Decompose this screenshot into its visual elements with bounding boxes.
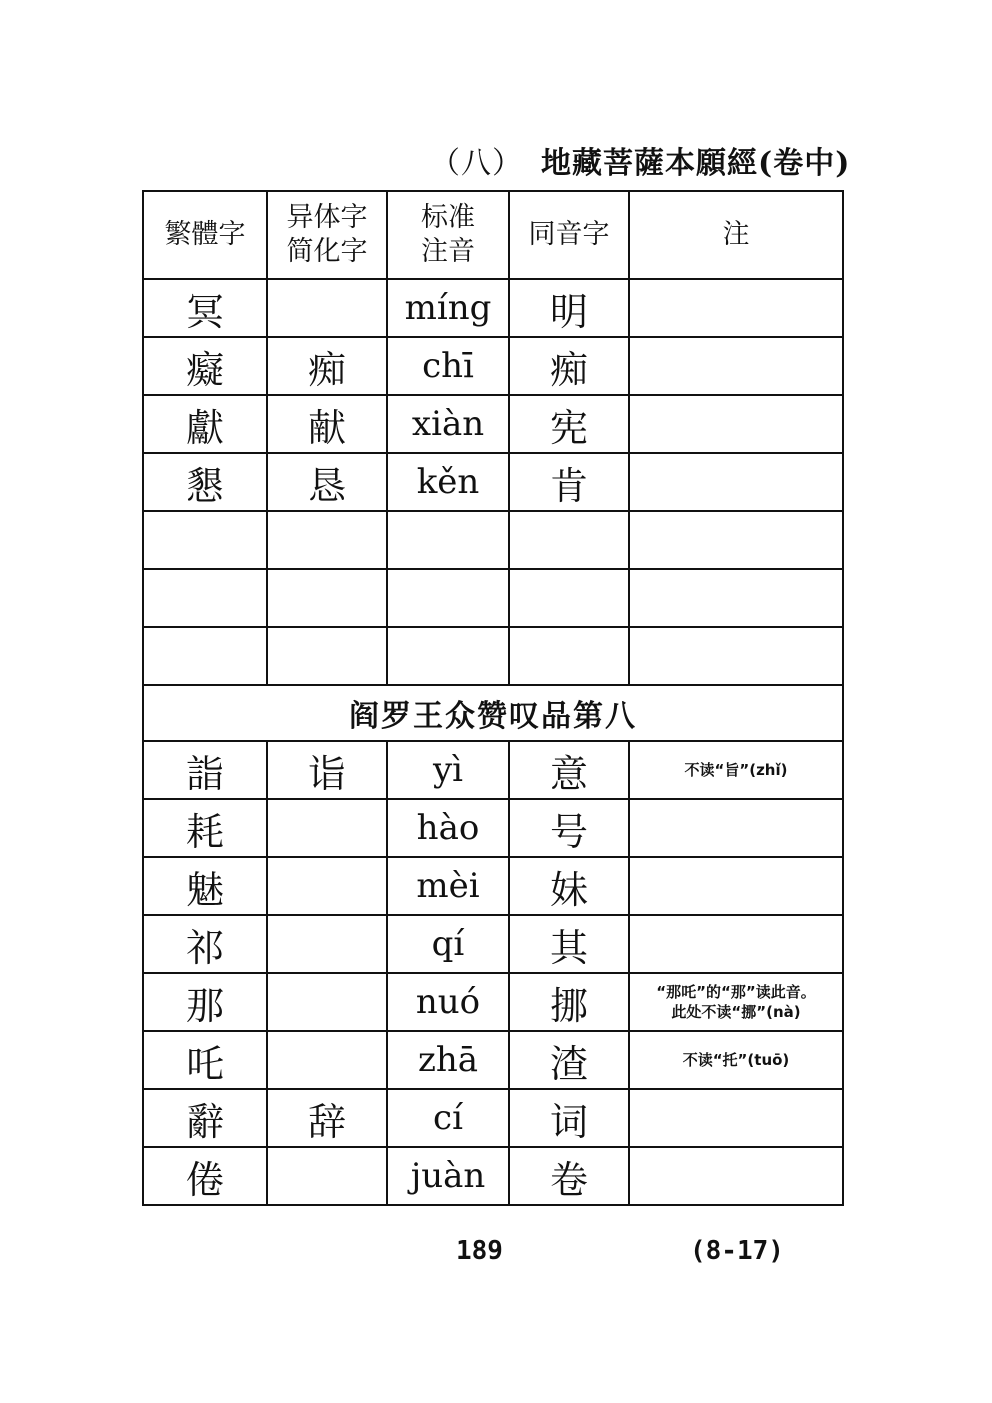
cell-variant-simplified: 诣 [267,741,387,799]
cell-variant-simplified [267,627,387,685]
table-row [143,857,843,915]
table-row [143,511,843,569]
cell-homophone: 宪 [509,395,629,453]
cell-homophone: 词 [509,1089,629,1147]
table-row [143,395,843,453]
cell-pinyin [387,511,509,569]
cell-note [629,337,843,395]
cell-note: “那吒”的“那”读此音。 此处不读“挪”(nà) [629,973,843,1031]
cell-pinyin: nuó [387,973,509,1031]
cell-note [629,279,843,337]
character-table [142,190,844,1206]
cell-traditional: 祁 [143,915,267,973]
cell-traditional: 癡 [143,337,267,395]
cell-variant-simplified [267,915,387,973]
cell-variant-simplified [267,1031,387,1089]
table-row [143,1147,843,1205]
cell-variant-simplified [267,973,387,1031]
cell-traditional: 冥 [143,279,267,337]
cell-variant-simplified: 献 [267,395,387,453]
table-header-row [143,191,843,279]
cell-traditional [143,511,267,569]
cell-homophone: 妹 [509,857,629,915]
cell-note [629,569,843,627]
cell-pinyin: chī [387,337,509,395]
cell-pinyin: kěn [387,453,509,511]
cell-pinyin: juàn [387,1147,509,1205]
table-row [143,915,843,973]
cell-variant-simplified: 痴 [267,337,387,395]
cell-traditional: 魅 [143,857,267,915]
cell-pinyin [387,569,509,627]
cell-traditional: 吒 [143,1031,267,1089]
cell-variant-simplified [267,857,387,915]
cell-note [629,453,843,511]
cell-traditional [143,627,267,685]
cell-variant-simplified [267,1147,387,1205]
cell-traditional: 耗 [143,799,267,857]
table-row [143,741,843,799]
cell-variant-simplified: 辞 [267,1089,387,1147]
col-header-note: 注 [629,191,843,279]
page-header [430,138,850,182]
cell-note: 不读“旨”(zhǐ) [629,741,843,799]
cell-traditional: 辭 [143,1089,267,1147]
cell-variant-simplified: 恳 [267,453,387,511]
cell-pinyin: míng [387,279,509,337]
cell-homophone: 渣 [509,1031,629,1089]
cell-variant-simplified [267,279,387,337]
cell-homophone [509,627,629,685]
table-row [143,569,843,627]
cell-homophone: 肯 [509,453,629,511]
cell-note [629,627,843,685]
cell-note [629,1147,843,1205]
cell-traditional: 懇 [143,453,267,511]
table-row [143,627,843,685]
cell-pinyin: qí [387,915,509,973]
table-row [143,1031,843,1089]
cell-homophone [509,511,629,569]
cell-variant-simplified [267,569,387,627]
table-row [143,973,843,1031]
cell-variant-simplified [267,799,387,857]
cell-note [629,915,843,973]
cell-homophone [509,569,629,627]
cell-note [629,395,843,453]
cell-homophone: 挪 [509,973,629,1031]
table-row [143,453,843,511]
cell-traditional: 詣 [143,741,267,799]
page-number: 189 [456,1236,503,1266]
cell-traditional [143,569,267,627]
cell-note: 不读“托”(tuō) [629,1031,843,1089]
cell-pinyin [387,627,509,685]
chapter-title: 阎罗王众赞叹品第八 [143,685,843,741]
cell-traditional: 倦 [143,1147,267,1205]
cell-pinyin: cí [387,1089,509,1147]
cell-pinyin: zhā [387,1031,509,1089]
cell-homophone: 号 [509,799,629,857]
table-row [143,279,843,337]
cell-note [629,799,843,857]
cell-homophone: 意 [509,741,629,799]
col-header-homophone: 同音字 [509,191,629,279]
cell-pinyin: mèi [387,857,509,915]
col-header-traditional: 繁體字 [143,191,267,279]
section-number: （八） [430,146,523,181]
table-row [143,337,843,395]
col-header-pinyin: 标准 注音 [387,191,509,279]
cell-pinyin: xiàn [387,395,509,453]
cell-pinyin: hào [387,799,509,857]
cell-note [629,1089,843,1147]
cell-homophone: 痴 [509,337,629,395]
cell-note [629,511,843,569]
cell-variant-simplified [267,511,387,569]
col-header-variant-simplified: 异体字 简化字 [267,191,387,279]
table-row [143,799,843,857]
cell-pinyin: yì [387,741,509,799]
cell-note [629,857,843,915]
cell-traditional: 那 [143,973,267,1031]
page-code: (8-17) [690,1236,784,1266]
chapter-title-row [143,685,843,741]
cell-homophone: 其 [509,915,629,973]
sutra-title: 地藏菩薩本願經(卷中) [541,146,851,181]
cell-homophone: 卷 [509,1147,629,1205]
table-row [143,1089,843,1147]
cell-traditional: 獻 [143,395,267,453]
cell-homophone: 明 [509,279,629,337]
